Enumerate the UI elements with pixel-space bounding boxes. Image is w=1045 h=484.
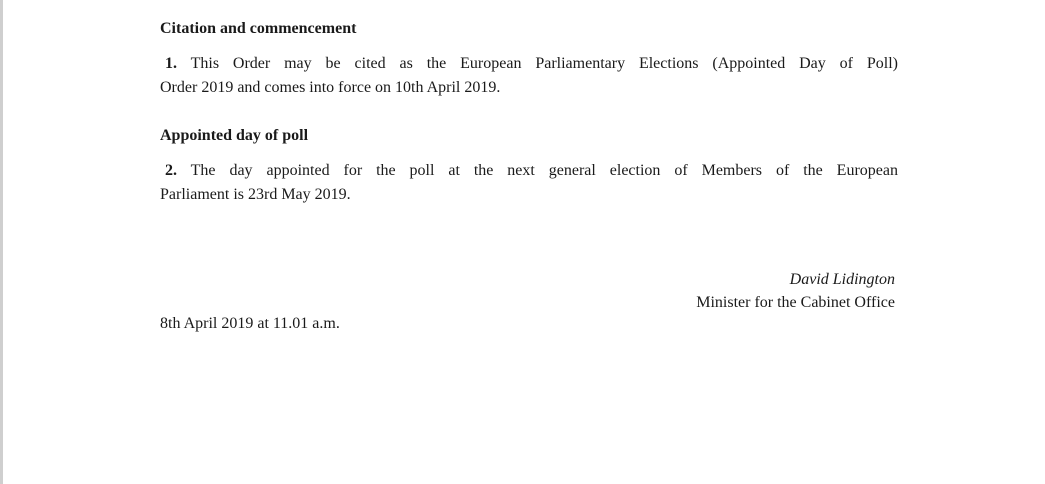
paragraph-text: The day appointed for the poll at the next general election of Members of the European — [190, 162, 898, 179]
paragraph-line — [160, 159, 898, 183]
page-edge-rule — [0, 0, 3, 484]
paragraph-line — [160, 52, 898, 76]
signatory-name: David Lidington — [789, 271, 895, 288]
paragraph-citation — [160, 52, 898, 100]
paragraph-line: Parliament is 23rd May 2019. — [160, 186, 351, 203]
paragraph-text: This Order may be cited as the European Parliamentary Elections (Appointed Day of Poll) — [190, 55, 898, 72]
section-heading-citation: Citation and commencement — [160, 20, 357, 37]
paragraph-number: 1. — [165, 55, 177, 72]
section-heading-appointed-day: Appointed day of poll — [160, 127, 309, 144]
paragraph-appointed-day — [160, 159, 898, 207]
signature-block — [696, 268, 895, 314]
signatory-title: Minister for the Cabinet Office — [696, 294, 895, 311]
paragraph-line: Order 2019 and comes into force on 10th April 2019. — [160, 79, 501, 96]
made-date: 8th April 2019 at 11.01 a.m. — [160, 315, 340, 332]
paragraph-number: 2. — [165, 162, 177, 179]
